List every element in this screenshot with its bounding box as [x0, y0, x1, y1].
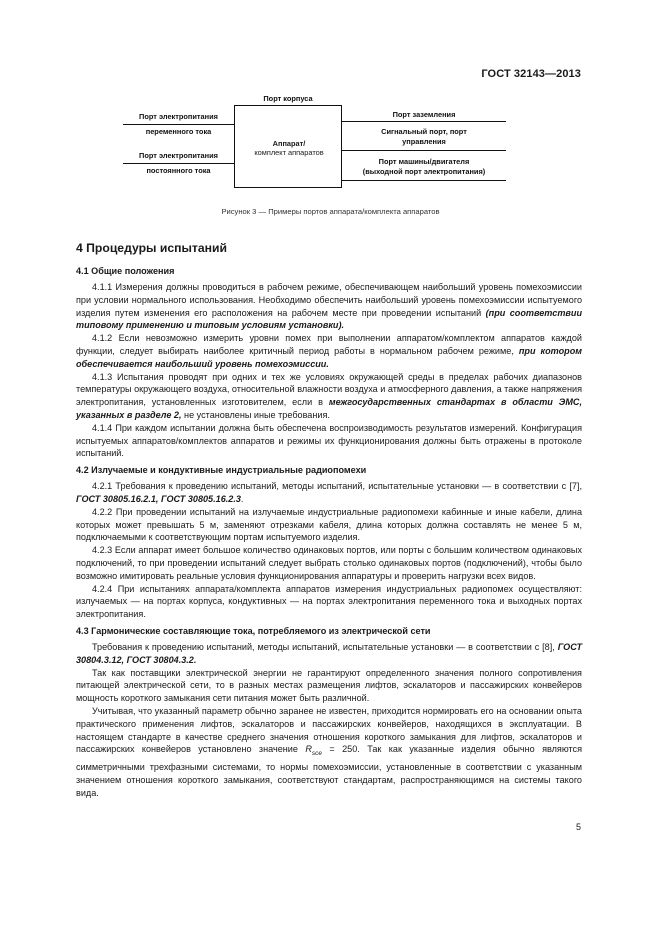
paragraph-4-3-2: Так как поставщики электрической энергии не гарантируют определенного значения полного сопротивления питающей электрической сети, то в разных местах размещения лифтов, эскалаторов и пассажирских конвейеров мощность короткого замыкания сети питания может быть различной.: [76, 667, 582, 704]
subsection-4-3-title: 4.3 Гармонические составляющие тока, потребляемого из электрической сети: [76, 625, 431, 636]
motor-port-label-1: Порт машины/двигателя: [378, 157, 470, 166]
earth-port-label: Порт заземления: [392, 110, 456, 119]
subsection-4-1-title: 4.1 Общие положения: [76, 266, 175, 276]
signal-port-label-1: Сигнальный порт, порт: [381, 127, 467, 136]
ac-port-line: [123, 124, 234, 125]
apparatus-box: [234, 105, 342, 188]
port-diagram: [0, 0, 661, 230]
subsection-4-2-title: 4.2 Излучаемые и кондуктивные индустриальные радиопомехи: [76, 465, 367, 476]
paragraph-4-2-3: 4.2.3 Если аппарат имеет большое количество одинаковых портов, или порты с большим количеством одинаковых подключений, то при проведении испытаний следует выбрать столько одинаковых портов (подключений), чтобы было возможно имитировать реальные условия функционирования аппаратуры и проверить нагрузки всех видов.: [76, 545, 582, 581]
paragraph-4-2-2: 4.2.2 При проведении испытаний на излучаемые индустриальные радиопомехи кабинные и иные кабели, длина которых может превышать 5 м, заменяют отрезками кабеля, длина которых должна составлять не менее 5 м, подключаемыми к соответствующим портам испытуемого изделия.: [76, 506, 582, 543]
rsce-subscript: sce: [311, 750, 323, 758]
signal-port-label-2: управления: [402, 137, 446, 146]
earth-port-line: [342, 121, 506, 122]
apparatus-label: Аппарат/: [272, 139, 306, 148]
rsce-symbol: R: [305, 744, 312, 755]
paragraph-4-2-1: 4.2.1 Требования к проведению испытаний, методы испытаний, испытательные установки — в соответствии с [7], ГОСТ 30805.16.2.1, ГОСТ 30805.16.2.3.: [76, 481, 582, 504]
section-title: 4 Процедуры испытаний: [76, 241, 227, 255]
apparatus-box-text: [235, 139, 343, 158]
dc-power-port-label-1: Порт электропитания: [139, 151, 218, 160]
figure-caption: Рисунок 3 — Примеры портов аппарата/комплекта аппаратов: [221, 207, 440, 216]
page-number: 5: [575, 822, 581, 832]
dc-port-line: [123, 163, 234, 164]
section-4-content: [76, 241, 582, 799]
ac-power-port-label-1: Порт электропитания: [139, 112, 218, 121]
motor-port-label-2: (выходной порт электропитания): [362, 167, 486, 176]
paragraph-4-1-3: 4.1.3 Испытания проводят при одних и тех же условиях окружающей среды в пределах рабочих диапазонов температуры окружающего воздуха, относительной влажности воздуха и атмосферного давления, а также напряжения электропитания, установленных изготовителем, если в межгосударственных стандартах в области ЭМС, указанных в разделе 2, не установлены иные требования.: [76, 371, 582, 420]
dc-power-port-label-2: постоянного тока: [146, 166, 211, 175]
paragraph-4-2-4: 4.2.4 При испытаниях аппарата/комплекта аппаратов измерения индустриальных радиопомех осуществляют: излучаемых — на портах корпуса, кондуктивных — на портах электропитания переменного тока и выходных портах электропитания.: [76, 583, 582, 620]
paragraph-4-1-4: 4.1.4 При каждом испытании должна быть обеспечена воспроизводимость результатов измерений. Конфигурация испытуемых аппаратов/комплектов аппаратов и режимы их функционирования должны быть отражены в протоколе испытаний.: [76, 422, 582, 459]
motor-port-line: [342, 180, 506, 181]
enclosure-port-label: Порт корпуса: [263, 94, 313, 103]
document-id-header: ГОСТ 32143—2013: [481, 68, 581, 80]
signal-port-line: [342, 150, 506, 151]
ac-power-port-label-2: переменного тока: [145, 127, 212, 136]
paragraph-4-1-2: 4.1.2 Если невозможно измерить уровни помех при выполнении аппаратом/комплектом аппаратов каждой функции, следует выбирать наиболее критичный период работы в нормальном рабочем режиме, при котором обеспечивается наибольший уровень помехоэмиссии.: [76, 333, 583, 369]
paragraph-4-3-3: Учитывая, что указанный параметр обычно заранее не известен, приходится нормировать его на основании опыта практического применения лифтов, эскалаторов и пассажирских конвейеров, находящихся в эксплуатации. В настоящем стандарте в качестве среднего значения отношения короткого замыкания для лифтов, эскалаторов и пассажирских конвейеров установлено значение $R_{sce} = 250$. Так как указанные изделия обычно являются симметричными трехфазными системами, то нормы помехоэмиссии, установленные в соответствии с указанным значением отношения короткого замыкания, соответствуют стандартам, распространяющимся на системы такого вида.: [76, 705, 583, 798]
paragraph-4-3-1: Требования к проведению испытаний, методы испытаний, испытательные установки — в соответствии с [8], ГОСТ 30804.3.12, ГОСТ 30804.3.2.: [76, 641, 582, 665]
apparatus-set-label: комплект аппаратов: [254, 148, 324, 158]
paragraph-4-1-1: 4.1.1 Измерения должны проводиться в рабочем режиме, обеспечивающем наибольший уровень помехоэмиссии при условии нормального использования. Необходимо обеспечить наибольший уровень помехоэмиссии испытуемого изделия путем изменения его расположения на рабочем месте при проведении испытаний (при соответствии типовому применению и типовым условиям установки).: [76, 282, 583, 331]
